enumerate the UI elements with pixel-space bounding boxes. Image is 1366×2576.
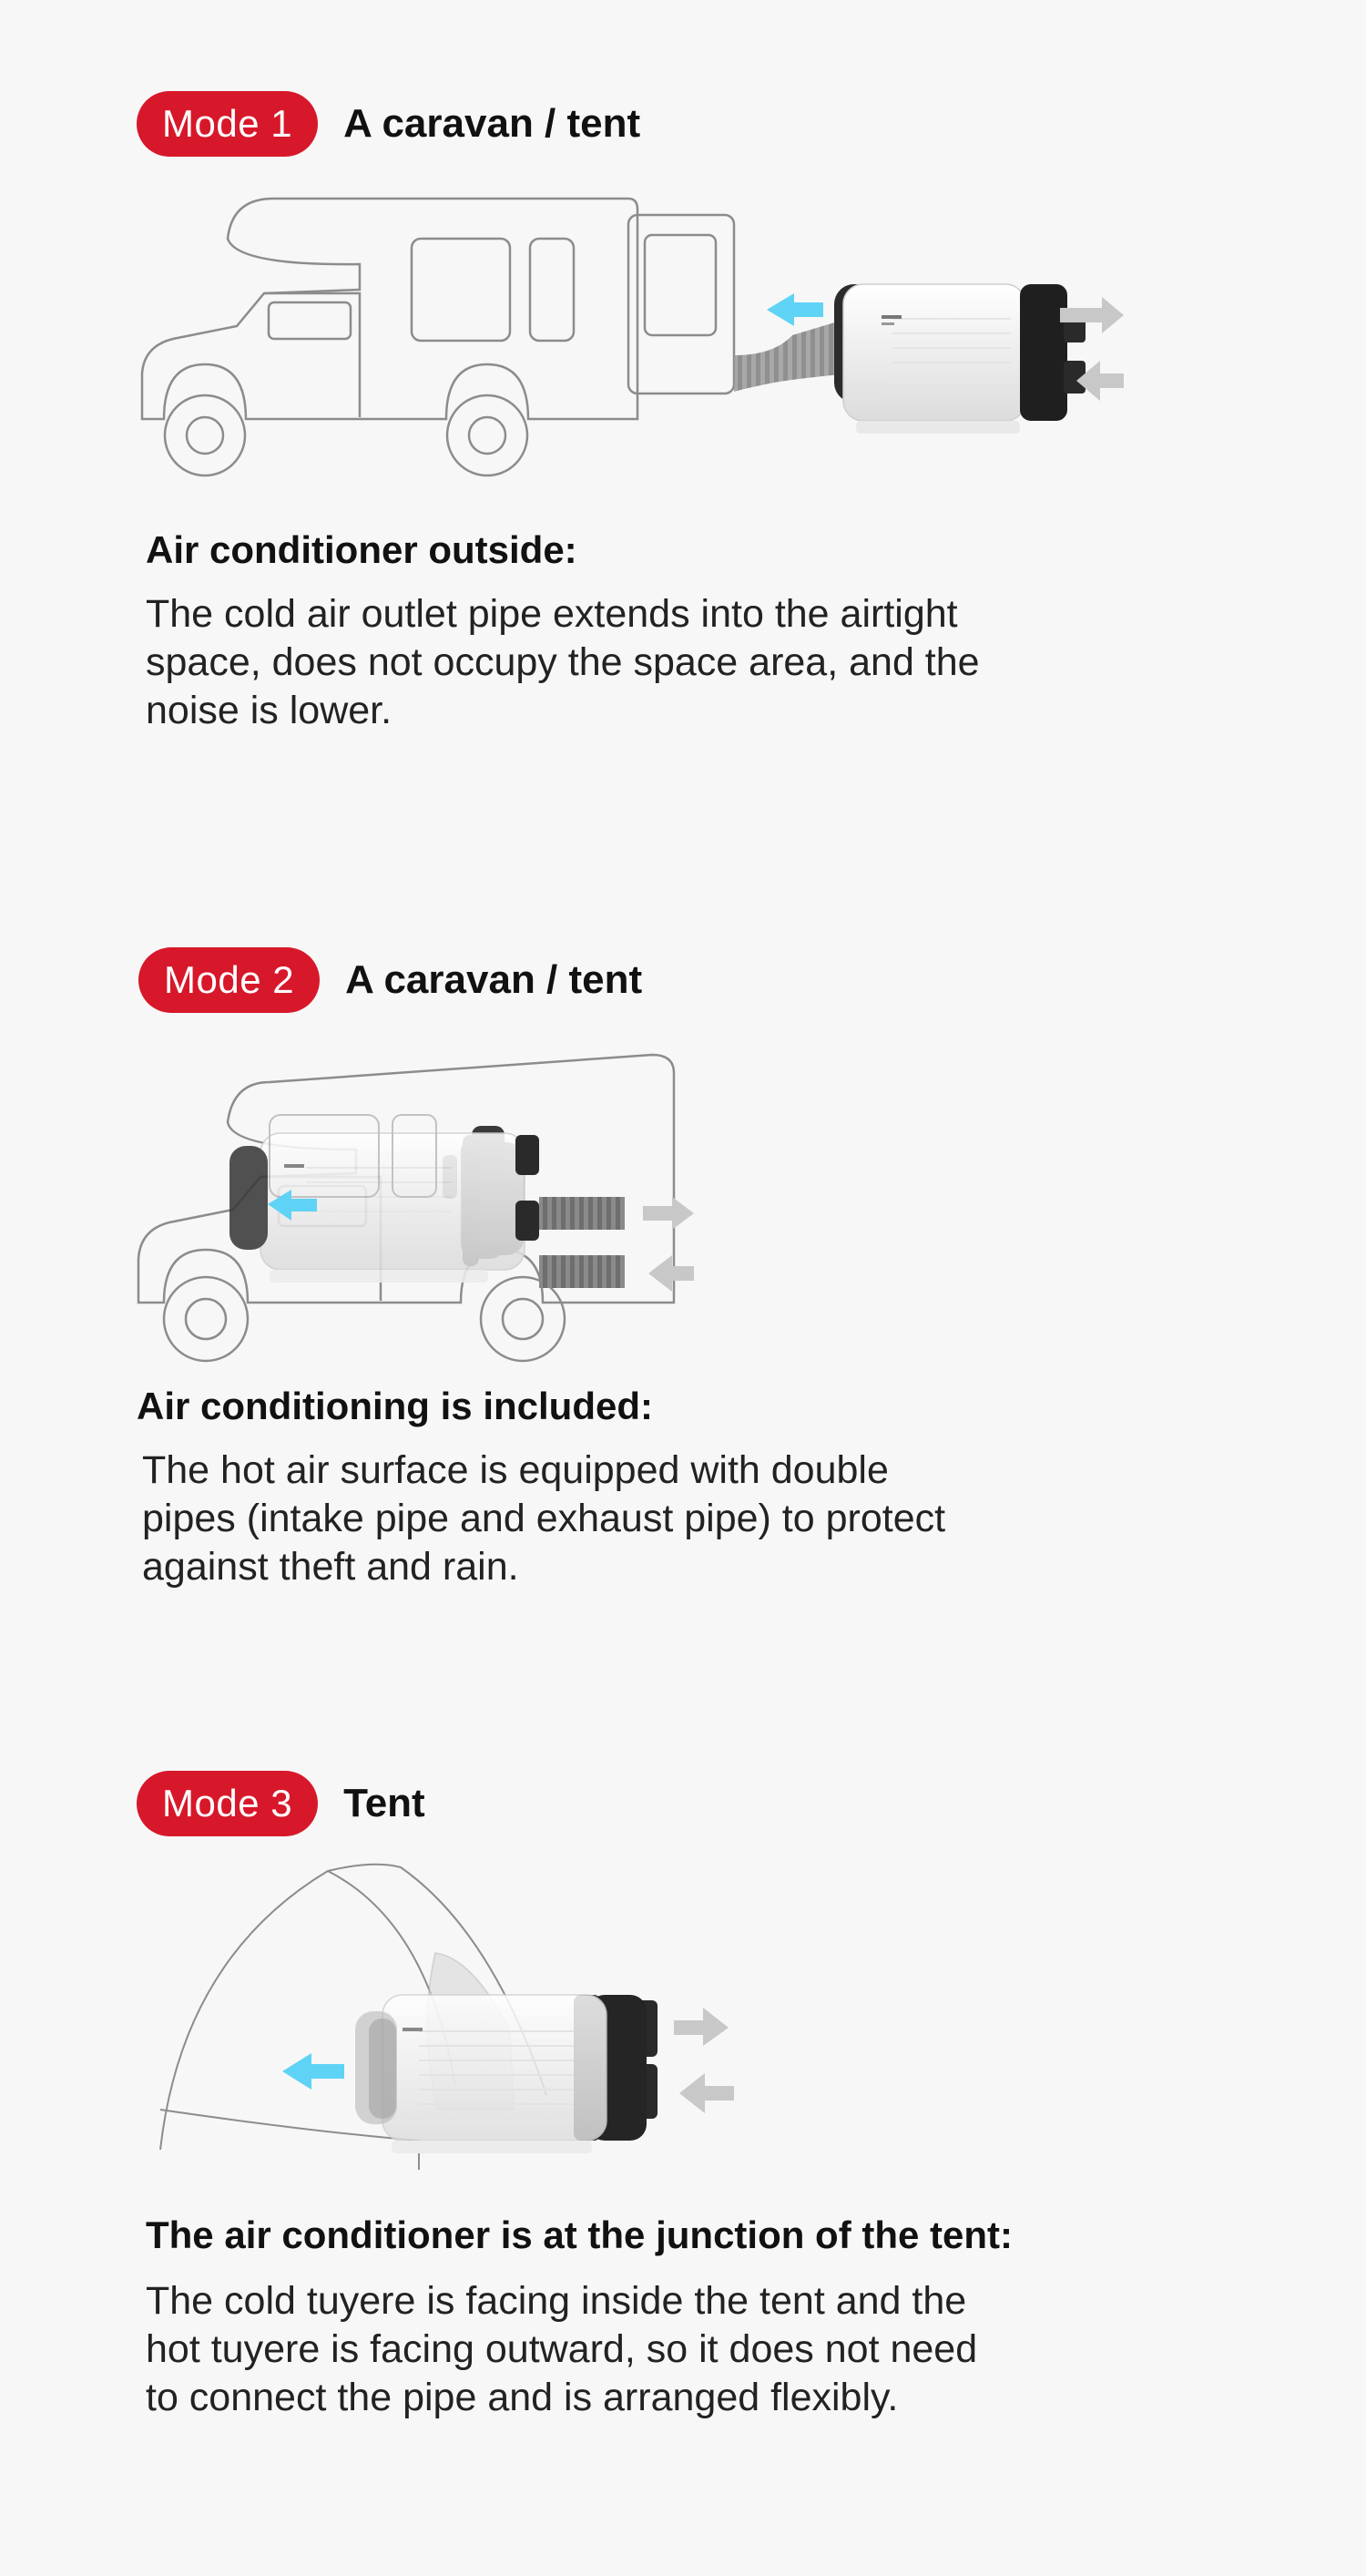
hot-arrow-in-icon xyxy=(648,1255,694,1292)
cold-arrow-icon xyxy=(282,2053,344,2090)
hot-arrow-out-icon xyxy=(674,2008,729,2046)
intake-pipe-icon xyxy=(539,1255,625,1288)
mode-3-desc-line: hot tuyere is facing outward, so it does not need xyxy=(146,2327,978,2371)
mode-1-desc-line: space, does not occupy the space area, and the xyxy=(146,640,980,684)
mode-3-title: Tent xyxy=(343,1781,425,1825)
air-conditioner-icon xyxy=(355,1995,658,2153)
mode-3-desc-line: The cold tuyere is facing inside the tent and the xyxy=(146,2279,967,2323)
mode-2-badge: Mode 2 xyxy=(138,947,320,1013)
mode-1-desc-title: Air conditioner outside: xyxy=(146,528,577,571)
mode-2-desc-line: pipes (intake pipe and exhaust pipe) to protect xyxy=(142,1497,946,1540)
mode-1-desc-line: noise is lower. xyxy=(146,689,392,732)
mode-3-badge: Mode 3 xyxy=(137,1771,318,1836)
exhaust-pipe-icon xyxy=(539,1197,625,1230)
mode-1-desc-body xyxy=(146,590,1056,735)
mode-1-desc-line: The cold air outlet pipe extends into the airtight xyxy=(146,592,958,636)
mode-2-title: A caravan / tent xyxy=(345,957,643,1002)
mode-1-header xyxy=(137,91,640,157)
caravan-icon xyxy=(142,199,734,475)
mode-3-header xyxy=(137,1771,425,1836)
mode-3-illustration xyxy=(146,1858,783,2186)
mode-2-desc-line: The hot air surface is equipped with double xyxy=(142,1448,889,1492)
hot-arrow-in-icon xyxy=(679,2073,734,2113)
mode-1-title: A caravan / tent xyxy=(343,101,641,146)
mode-3-desc-body xyxy=(146,2277,1056,2422)
mode-2-header xyxy=(138,947,642,1013)
air-conditioner-icon xyxy=(834,284,1086,434)
mode-1-badge: Mode 1 xyxy=(137,91,318,157)
mode-1-illustration xyxy=(137,182,1138,492)
duct-pipe-icon xyxy=(734,319,851,392)
mode-3-desc-title: The air conditioner is at the junction of the tent: xyxy=(146,2213,1014,2256)
mode-2-desc-title: Air conditioning is included: xyxy=(137,1385,653,1427)
mode-2-desc-line: against theft and rain. xyxy=(142,1545,519,1589)
mode-2-illustration xyxy=(133,1048,861,1385)
hot-arrow-out-icon xyxy=(643,1197,694,1230)
mode-2-desc-body xyxy=(142,1446,1053,1591)
cold-arrow-icon xyxy=(767,293,823,326)
mode-3-desc-line: to connect the pipe and is arranged flexibly. xyxy=(146,2376,899,2419)
